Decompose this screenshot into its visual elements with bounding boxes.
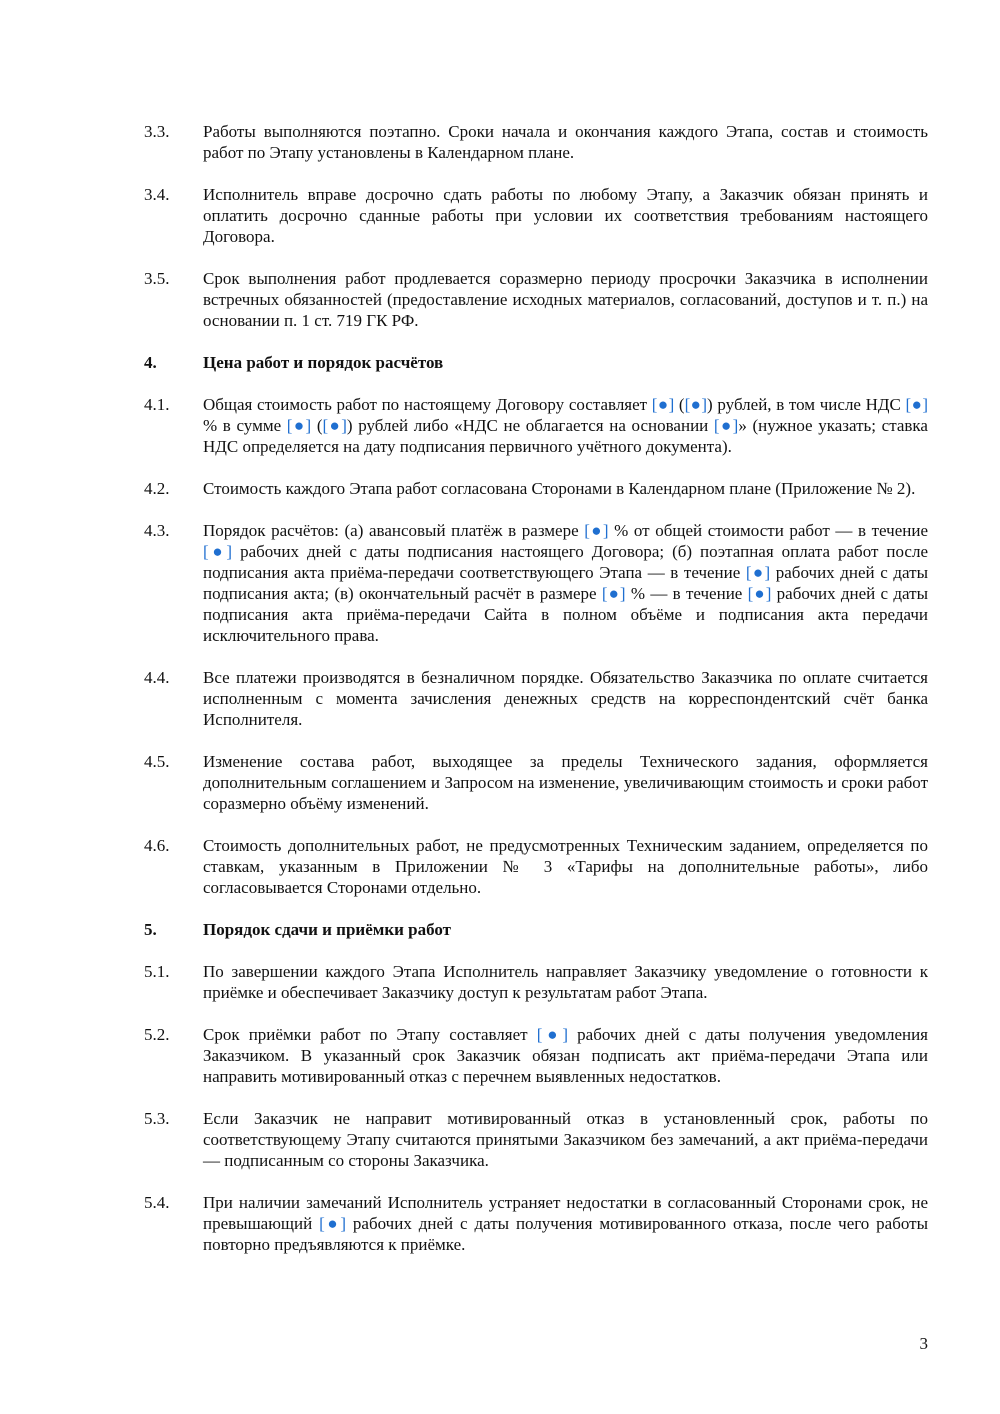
placeholder-field: [●] xyxy=(203,542,233,561)
clause-text-segment: Все платежи производятся в безналичном порядке. Обязательство Заказчика по оплате считается исполненным с момента зачисления денежных средств на корреспондентский счёт банка Исполнителя. xyxy=(203,668,928,729)
clause-text xyxy=(203,961,928,1003)
clause-number: 3.4. xyxy=(144,185,170,204)
placeholder-field: [●] xyxy=(536,1025,569,1044)
clause-text-segment: рабочих дней с даты подписания акта приёма-передачи Сайта в полном объёме и подписания акта передачи исключительного права. xyxy=(203,584,929,645)
clause xyxy=(144,961,928,1003)
clause-text xyxy=(203,268,928,331)
clause xyxy=(144,394,928,457)
clause-text-segment: Срок приёмки работ по Этапу составляет xyxy=(203,1025,537,1044)
clause-text xyxy=(203,520,928,646)
placeholder-field: [●] xyxy=(651,395,675,414)
clause xyxy=(144,667,928,730)
placeholder-field: [●] xyxy=(322,416,347,435)
placeholder-field: [●] xyxy=(601,584,626,603)
clause-text-segment: Общая стоимость работ по настоящему Договору составляет xyxy=(203,395,652,414)
clause xyxy=(144,751,928,814)
contract-body xyxy=(144,121,928,1276)
clause-text-segment: ( xyxy=(674,395,685,414)
clause-text-segment: Стоимость дополнительных работ, не предусмотренных Техническим заданием, определяется по ставкам, указанным в Приложении № 3 «Тарифы на дополнительные работы», либо согласовывается Сторонами отдельно. xyxy=(203,836,928,897)
clause-number: 4.6. xyxy=(144,836,170,855)
clause-number: 3.3. xyxy=(144,122,170,141)
clause-text-segment: рабочих дней с даты подписания акта; (в) окончательный расчёт в размере xyxy=(203,563,928,603)
placeholder-field: [●] xyxy=(747,584,772,603)
clause-text-segment: Работы выполняются поэтапно. Сроки начала и окончания каждого Этапа, состав и стоимость работ по Этапу установлены в Календарном плане. xyxy=(203,122,928,162)
clause-text xyxy=(203,394,928,457)
section-number: 5. xyxy=(144,920,157,939)
clause-text-segment: рабочих дней с даты подписания настоящего Договора; (б) поэтапная оплата работ после подписания акта приёма-передачи соответствующего Этапа — в течение xyxy=(203,542,928,582)
clause-number: 5.3. xyxy=(144,1109,170,1128)
clause xyxy=(144,835,928,898)
clause-text-segment: рабочих дней с даты получения мотивированного отказа, после чего работы повторно предъявляются к приёмке. xyxy=(203,1214,929,1254)
clause xyxy=(144,1024,928,1087)
placeholder-field: [●] xyxy=(286,416,312,435)
placeholder-field: [●] xyxy=(684,395,708,414)
clause-number: 5.1. xyxy=(144,962,170,981)
clause-text-segment: % от общей стоимости работ — в течение xyxy=(608,521,928,540)
clause-text-segment: Стоимость каждого Этапа работ согласована Сторонами в Календарном плане (Приложение № 2). xyxy=(203,479,916,498)
section-heading xyxy=(144,352,928,373)
section-title xyxy=(203,919,928,940)
clause-text-segment: ) рублей, в том числе НДС xyxy=(707,395,906,414)
clause xyxy=(144,268,928,331)
clause-text-segment: Если Заказчик не направит мотивированный отказ в установленный срок, работы по соответствующему Этапу считаются принятыми Заказчиком без замечаний, а акт приёма-передачи — подписанным со стороны Заказчика. xyxy=(203,1109,928,1170)
clause-text-segment: При наличии замечаний Исполнитель устраняет недостатки в согласованный Сторонами срок, не превышающий xyxy=(203,1193,928,1233)
clause-text xyxy=(203,1192,928,1255)
section-number: 4. xyxy=(144,353,157,372)
placeholder-field: [●] xyxy=(905,395,928,414)
placeholder-field: [●] xyxy=(745,563,771,582)
clause-text-segment: ( xyxy=(311,416,323,435)
clause-text xyxy=(203,667,928,730)
clause-text-segment: Порядок расчётов: (а) авансовый платёж в размере xyxy=(203,521,585,540)
clause-text-segment: Изменение состава работ, выходящее за пределы Технического задания, оформляется дополнительным соглашением и Запросом на изменение, увеличивающим стоимость и сроки работ соразмерно объёму изменений. xyxy=(203,752,928,813)
clause-number: 4.4. xyxy=(144,668,170,687)
clause-text-segment: рабочих дней с даты получения уведомления Заказчиком. В указанный срок Заказчик обязан подписать акт приёма-передачи Этапа или направить мотивированный отказ с перечнем выявленных недостатков. xyxy=(203,1025,929,1086)
placeholder-field: [●] xyxy=(713,416,739,435)
clause-text-segment: » (нужное указать; ставка НДС определяется на дату подписания первичного учётного документа). xyxy=(203,416,928,456)
placeholder-field: [●] xyxy=(584,521,609,540)
clause-text xyxy=(203,478,928,499)
clause-number: 5.2. xyxy=(144,1025,170,1044)
clause-text-segment: % — в течение xyxy=(625,584,748,603)
clause xyxy=(144,520,928,646)
section-title xyxy=(203,352,928,373)
clause-text xyxy=(203,751,928,814)
clause-text xyxy=(203,121,928,163)
clause-text xyxy=(203,1024,928,1087)
clause-number: 4.5. xyxy=(144,752,170,771)
clause-number: 4.1. xyxy=(144,395,170,414)
clause-number: 4.3. xyxy=(144,521,170,540)
clause-text-segment: Исполнитель вправе досрочно сдать работы по любому Этапу, а Заказчик обязан принять и оплатить досрочно сданные работы при условии их соответствия требованиям настоящего Договора. xyxy=(203,185,928,246)
clause-text-segment: По завершении каждого Этапа Исполнитель направляет Заказчику уведомление о готовности к приёмке и обеспечивает Заказчику доступ к результатам работ Этапа. xyxy=(203,962,928,1002)
clause-number: 4.2. xyxy=(144,479,170,498)
clause-text-segment: Порядок сдачи и приёмки работ xyxy=(203,920,452,939)
clause-text-segment: Цена работ и порядок расчётов xyxy=(203,353,444,372)
clause-text-segment: ) рублей либо «НДС не облагается на основании xyxy=(346,416,714,435)
clause-text-segment: % в сумме xyxy=(203,416,287,435)
clause-text-segment: Срок выполнения работ продлевается соразмерно периоду просрочки Заказчика в исполнении встречных обязанностей (предоставление исходных материалов, согласований, доступов и т. п.) на основании п. 1 ст. 719 ГК РФ. xyxy=(203,269,928,330)
clause xyxy=(144,1108,928,1171)
clause-number: 5.4. xyxy=(144,1193,170,1212)
section-heading xyxy=(144,919,928,940)
placeholder-field: [●] xyxy=(319,1214,347,1233)
clause-number: 3.5. xyxy=(144,269,170,288)
page-number: 3 xyxy=(919,1334,928,1353)
clause-text xyxy=(203,835,928,898)
clause xyxy=(144,121,928,163)
clause-text xyxy=(203,184,928,247)
clause xyxy=(144,478,928,499)
clause-text xyxy=(203,1108,928,1171)
clause xyxy=(144,184,928,247)
clause xyxy=(144,1192,928,1255)
